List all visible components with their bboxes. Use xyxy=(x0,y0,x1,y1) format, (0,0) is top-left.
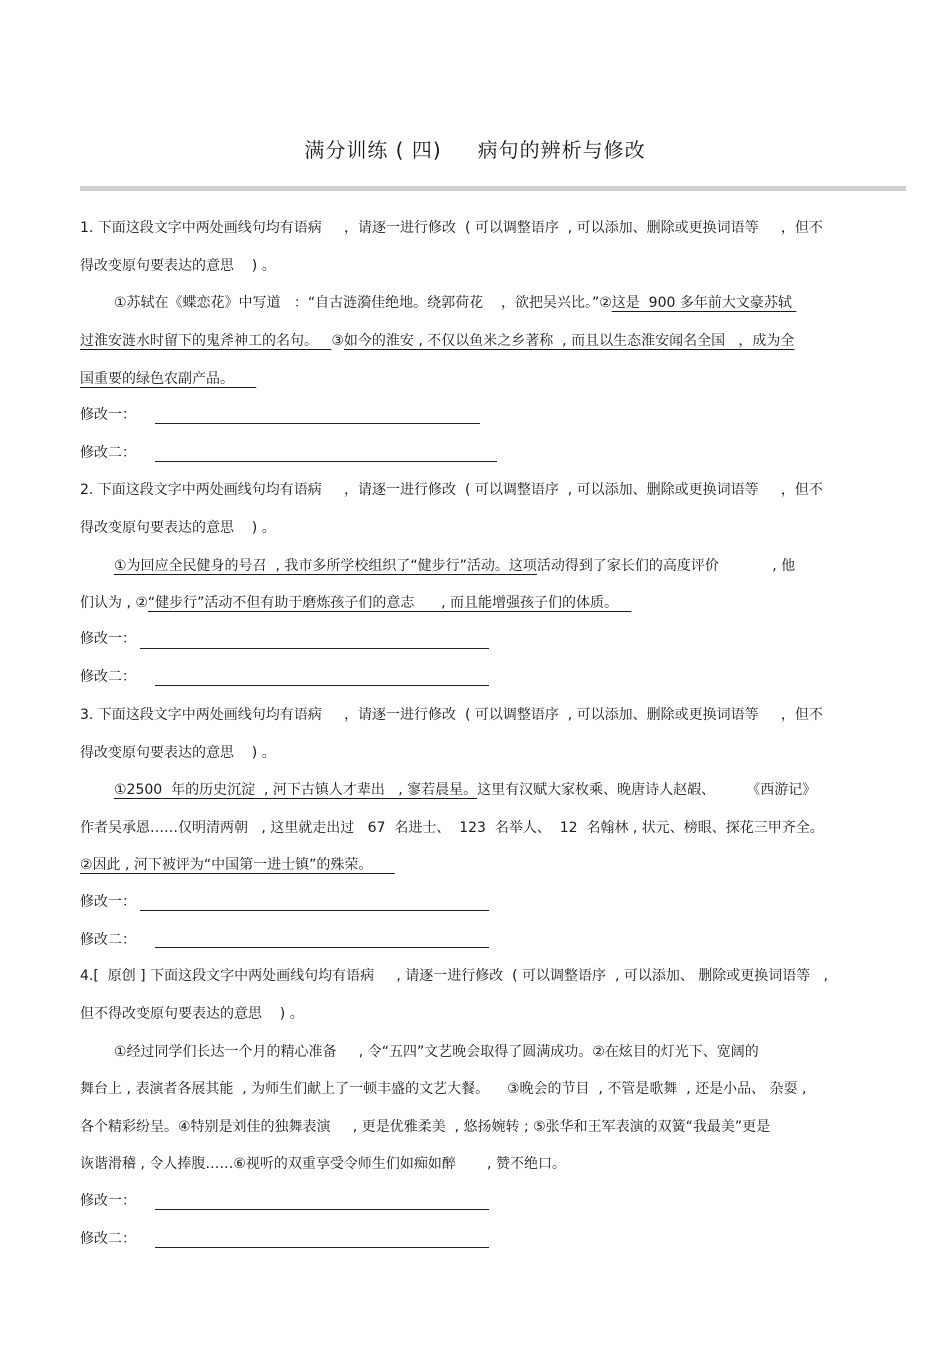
q1-fix1-label: 修改一： xyxy=(80,407,136,423)
q1-prompt-line1: 1. 下面这段文字中两处画线句均有语病 ，请逐一进行修改 ( 可以调整语序 , 可以添加、删除或更换词语等 ，但不 xyxy=(80,220,823,236)
q4-fix2-answer-line[interactable] xyxy=(155,1247,489,1248)
q2-underlined-sentence-1: ①为回应全民健身的号召 , 我市多所学校组织了“健步行”活动。这项 xyxy=(114,558,537,574)
q1-prompt-line2: 得改变原句要表达的意思 ) 。 xyxy=(80,258,276,274)
q2-prompt-line2: 得改变原句要表达的意思 ) 。 xyxy=(80,520,276,536)
q3-fix2-answer-line[interactable] xyxy=(155,947,489,948)
q3-prompt-line2: 得改变原句要表达的意思 ) 。 xyxy=(80,745,276,761)
q1-marker-3: ③ xyxy=(331,333,344,349)
q4-fix2-label: 修改二： xyxy=(80,1231,136,1247)
q1-passage-line2 xyxy=(80,331,794,351)
q2-fix2-answer-line[interactable] xyxy=(155,685,489,686)
q3-prompt-line1: 3. 下面这段文字中两处画线句均有语病 ，请逐一进行修改 ( 可以调整语序 , 可以添加、删除或更换词语等 ，但不 xyxy=(80,707,823,723)
q1-underlined-sentence-2: 这是 900 多年前大文豪苏轼 xyxy=(611,295,797,311)
q3-passage-line2: 作者吴承恩……仅明清两朝 , 这里就走出过 67 名进士、 123 名举人、 12 名翰林 , 状元、榜眼、探花三甲齐全。 xyxy=(80,820,824,836)
q2-passage-line2 xyxy=(80,593,631,613)
q1-fix2-answer-line[interactable] xyxy=(155,461,497,462)
q1-fix1-answer-line[interactable] xyxy=(155,423,480,424)
q2-text-2: 们认为 , ② xyxy=(80,595,148,611)
q2-underlined-sentence-2: “健步行”活动不但有助于磨炼孩子们的意志 , 而且能增强孩子们的体质。 xyxy=(147,595,632,611)
q4-passage-line4: 诙谐滑稽 , 令人捧腹……⑥视听的双重享受令师生们如痴如醉 , 赞不绝口。 xyxy=(80,1156,566,1172)
q2-fix2-label: 修改二： xyxy=(80,669,136,685)
q4-fix1-answer-line[interactable] xyxy=(155,1209,489,1210)
page-title xyxy=(0,134,950,163)
title-topic: 病句的辨析与修改 xyxy=(477,138,646,162)
q1-passage-line1 xyxy=(114,293,796,313)
q1-underlined-sentence-3-cont: 国重要的绿色农副产品。 xyxy=(80,371,257,387)
q1-underlined-sentence-3: 如今的淮安 , 不仅以鱼米之乡著称 , 而且以生态淮安闻名全国 ，成为全 xyxy=(343,333,795,349)
q3-passage-line1 xyxy=(114,780,816,800)
q4-passage-line1: ①经过同学们长达一个月的精心准备 , 令“五四”文艺晚会取得了圆满成功。②在炫目的灯光下、宽阔的 xyxy=(114,1044,759,1060)
q3-fix2-label: 修改二： xyxy=(80,932,136,948)
q2-prompt-line1: 2. 下面这段文字中两处画线句均有语病 ，请逐一进行修改 ( 可以调整语序 , 可以添加、删除或更换词语等 ，但不 xyxy=(80,482,823,498)
title-main: 满分训练 ( 四) xyxy=(304,138,442,162)
q3-underlined-sentence-1: ①2500 年的历史沉淀 , 河下古镇人才辈出 , 寥若晨星。 xyxy=(114,782,478,798)
q1-underlined-sentence-2-cont: 过淮安涟水时留下的鬼斧神工的名句。 xyxy=(80,333,332,349)
q4-passage-line2: 舞台上 , 表演者各展其能 , 为师生们献上了一顿丰盛的文艺大餐。 ③晚会的节目 , 不管是歌舞 , 还是小品、 杂耍 , xyxy=(80,1081,807,1097)
q3-passage-line3 xyxy=(80,855,395,875)
q2-text: 活动得到了家长们的高度评价 , 他 xyxy=(536,558,796,574)
q4-prompt-line1: 4.[ 原创 ] 下面这段文字中两处画线句均有语病 , 请逐一进行修改 ( 可以调整语序 , 可以添加、 删除或更换词语等 , xyxy=(80,968,829,984)
q4-prompt-line2: 但不得改变原句要表达的意思 ) 。 xyxy=(80,1006,304,1022)
q3-text: 这里有汉赋大家枚乘、晚唐诗人赵嘏、 《西游记》 xyxy=(477,782,817,798)
q1-fix2-label: 修改二： xyxy=(80,445,136,461)
q2-fix1-label: 修改一： xyxy=(80,631,136,647)
q1-passage-line3 xyxy=(80,369,256,389)
header-divider xyxy=(80,186,906,191)
q2-fix1-answer-line[interactable] xyxy=(140,648,489,649)
q2-passage-line1 xyxy=(114,556,795,576)
q4-passage-line3: 各个精彩纷呈。④特别是刘佳的独舞表演 , 更是优雅柔美 , 悠扬婉转 ; ⑤张华和王军表演的双簧“我最美”更是 xyxy=(80,1119,771,1135)
q3-underlined-sentence-2: ②因此 , 河下被评为“中国第一进士镇”的殊荣。 xyxy=(80,857,395,873)
q1-text: ①苏轼在《蝶恋花》中写道 ：“自古涟漪佳绝地。绕郭荷花 ，欲把吴兴比。”② xyxy=(114,295,612,311)
q3-fix1-label: 修改一： xyxy=(80,894,136,910)
q4-fix1-label: 修改一： xyxy=(80,1193,136,1209)
q3-fix1-answer-line[interactable] xyxy=(140,910,489,911)
